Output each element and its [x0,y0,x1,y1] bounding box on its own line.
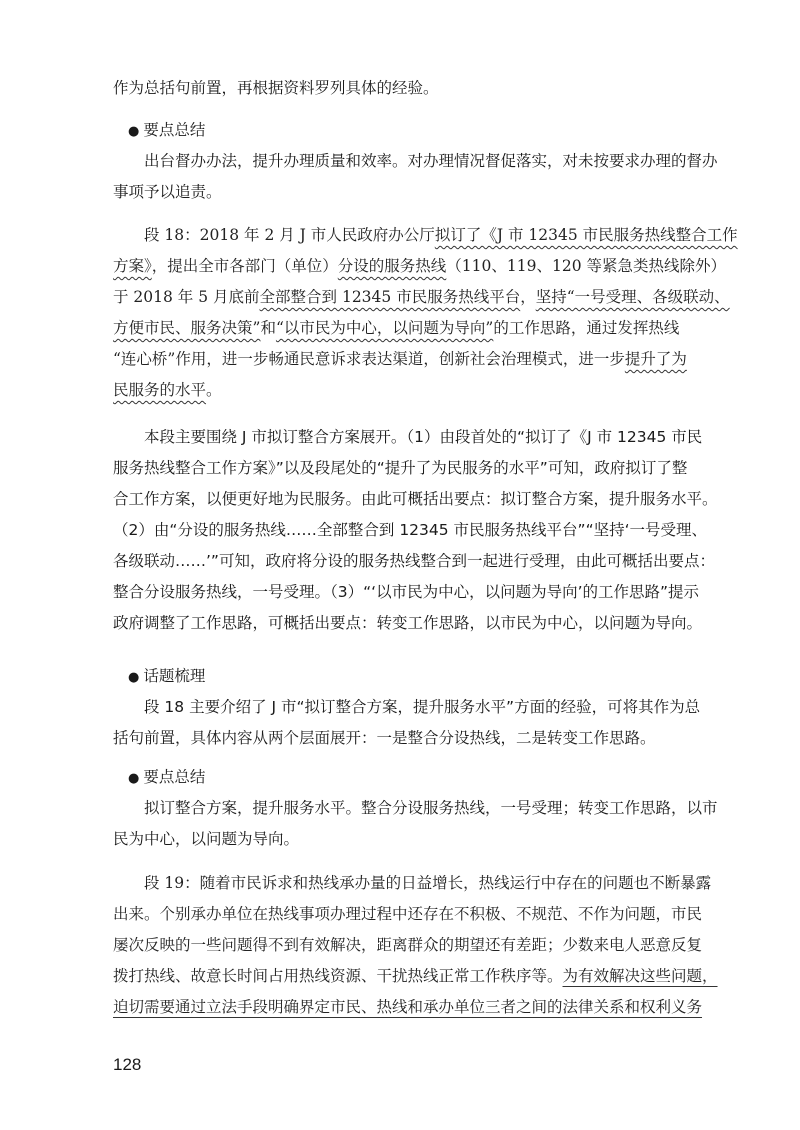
text-line: 民为中心，以问题为导向。 [113,830,300,848]
heading-text: 话题梳理 [143,667,206,685]
paragraph-key-points-1 [113,146,718,208]
bullet-icon: ● [128,771,140,786]
text-line: 政府调整了工作思路，可概括出要点：转变工作思路，以市民为中心，以问题为导向。 [113,614,703,632]
text-line [113,930,713,961]
text-line [113,868,713,899]
text-line: （2）由“分设的服务热线……全部整合到 12345 市民服务热线平台”“坚持‘一号受理、 [113,521,708,539]
text-run: 拨打热线、故意长时间占用热线资源、干扰热线正常工作秩序等。 [113,967,563,985]
text-line: 合工作方案，以便更好地为民服务。由此可概括出要点：拟订整合方案，提升服务水平。 [113,490,718,508]
paragraph-topic-summary [113,692,713,754]
bullet-icon: ● [128,670,140,685]
page-number: 128 [113,1055,142,1074]
section-heading-key-points-2 [128,765,205,791]
underlined-phrase: 提升了为 [624,350,687,368]
section-heading-key-points-1 [128,118,205,144]
text-line: 本段主要围绕 J 市拟订整合方案展开。（1）由段首处的“拟订了《J 市 12345 市民 [113,428,703,446]
text-line [113,344,713,375]
paragraph-intro-tail [113,73,713,104]
text-line: 作为总括句前置，再根据资料罗列具体的经验。 [113,79,439,97]
underlined-phrase: 方便市民、服务决策” [113,319,261,337]
bullet-icon: ● [128,124,140,139]
section-heading-topic-summary [128,664,205,690]
text-line: 段 18 主要介绍了 J 市“拟订整合方案，提升服务水平”方面的经验，可将其作为总 [113,698,701,716]
heading-text: 要点总结 [143,768,206,786]
text-run: 出来。个别承办单位在热线事项办理过程中还存在不积极、不规范、不作为问题，市民 [113,905,703,923]
text-run: 的工作思路，通过发挥热线 [493,319,680,337]
text-line [113,282,730,313]
text-line: 事项予以追责。 [113,183,222,201]
underlined-phrase: “以市民为中心，以问题为导向” [275,319,494,337]
text-run: 屡次反映的一些问题得不到有效解决，距离群众的期望还有差距；少数来电人恶意反复 [113,936,703,954]
text-line: 括句前置，具体内容从两个层面展开：一是整合分设热线，二是转变工作思路。 [113,729,656,747]
heading-text: 要点总结 [143,121,206,139]
text-run: ，提出全市各部门（单位） [151,257,338,275]
text-line: 拟订整合方案，提升服务水平。整合分设服务热线，一号受理；转变工作思路，以市 [113,799,718,817]
text-run: 。 [206,381,222,399]
text-line [113,961,718,992]
underlined-phrase: 为有效解决这些问题， [562,967,718,985]
text-run: 段 19：随着市民诉求和热线承办量的日益增长，热线运行中存在的问题也不断暴露 [113,874,712,892]
text-run: 和 [260,319,276,337]
text-line [113,899,713,930]
text-run: “连心桥”作用，进一步畅通民意诉求表达渠道，创新社会治理模式，进一步 [113,350,625,368]
text-line: 各级联动……’”可知，政府将分设的服务热线整合到一起进行受理，由此可概括出要点： [113,552,715,570]
underlined-phrase: 全部整合到 12345 市民服务热线平台 [259,288,521,306]
text-line [113,992,713,1023]
underlined-phrase: 分设的服务热线 [337,257,447,275]
text-run: ， [520,288,536,306]
text-run: 段 18：2018 年 2 月 J 市人民政府办公厅 [113,226,435,244]
paragraph-segment-18 [113,220,738,406]
text-line [113,375,713,406]
text-line: 服务热线整合工作方案》”以及段尾处的“提升了为民服务的水平”可知，政府拟订了整 [113,459,688,477]
text-run: （110、119、120 等紧急类热线除外） [446,257,726,275]
text-line: 整合分设服务热线，一号受理。（3）“‘以市民为中心，以问题为导向’的工作思路”提示 [113,583,700,601]
text-line [113,251,726,282]
text-line [113,313,713,344]
underlined-phrase: 方案》 [113,257,152,275]
text-line: 出台督办办法，提升办理质量和效率。对办理情况督促落实，对未按要求办理的督办 [113,152,718,170]
underlined-phrase: 民服务的水平 [113,381,207,399]
paragraph-key-points-2 [113,793,718,855]
underlined-phrase: 拟订了《J 市 12345 市民服务热线整合工作 [434,226,738,244]
text-run: 于 2018 年 5 月底前 [113,288,260,306]
paragraph-segment-19 [113,868,718,1023]
text-line [113,220,738,251]
underlined-phrase: 坚持“一号受理、各级联动、 [535,288,730,306]
underlined-phrase: 迫切需要通过立法手段明确界定市民、热线和承办单位三者之间的法律关系和权利义务 [113,998,703,1016]
paragraph-analysis-18 [113,422,718,639]
